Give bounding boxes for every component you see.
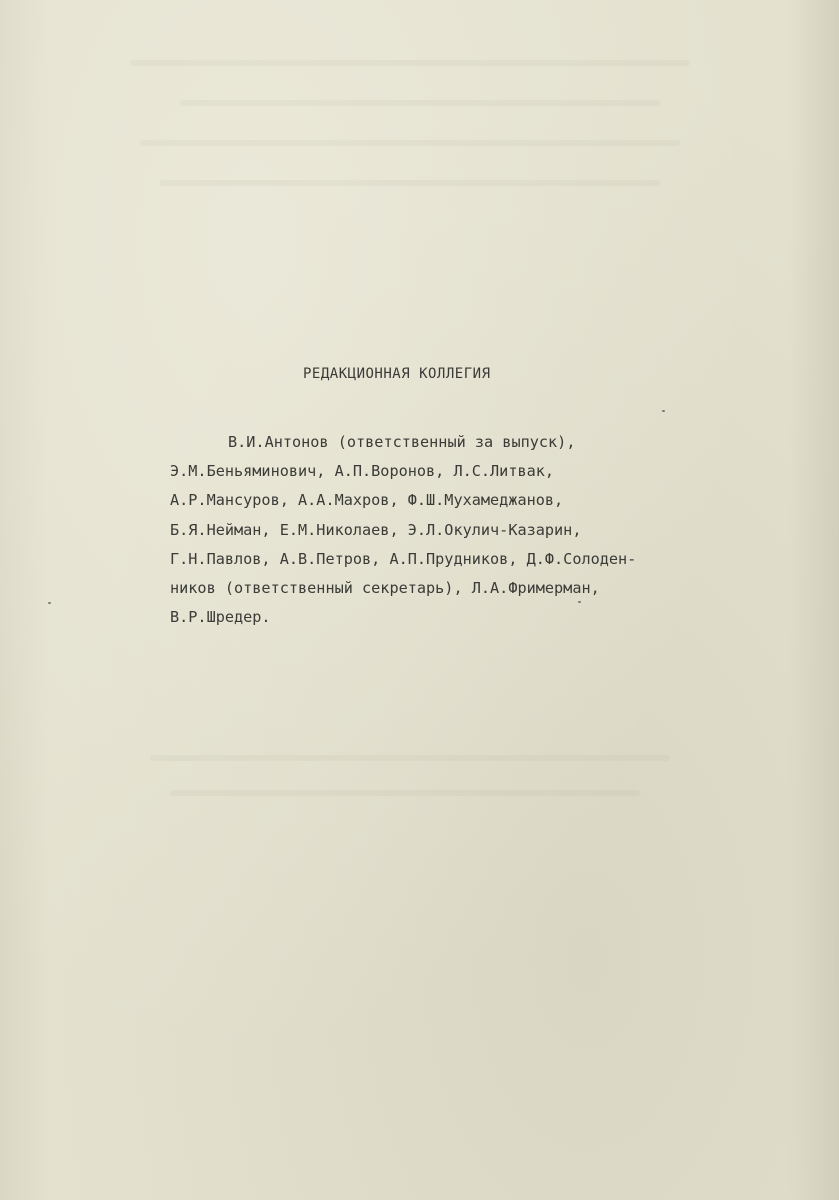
show-through-line — [130, 60, 690, 66]
ink-speck — [578, 601, 581, 603]
show-through-line — [180, 100, 660, 106]
text-line: А.Р.Мансуров, А.А.Махров, Ф.Ш.Мухамеджанов, — [170, 491, 564, 510]
text-line: В.И.Антонов (ответственный за выпуск), — [228, 433, 576, 451]
show-through-line — [150, 755, 670, 761]
editorial-board-list — [170, 428, 770, 632]
show-through-line — [170, 790, 640, 796]
ink-speck — [48, 602, 51, 604]
text-line: ников (ответственный секретарь), Л.А.Фримерман, — [170, 578, 600, 597]
show-through-line — [140, 140, 680, 146]
text-line: В.Р.Шредер. — [170, 608, 271, 627]
page-title: РЕДАКЦИОННАЯ КОЛЛЕГИЯ — [303, 366, 491, 382]
ink-speck — [662, 410, 665, 412]
text-line: Э.М.Беньяминович, А.П.Воронов, Л.С.Литвак, — [170, 462, 555, 481]
text-line: Г.Н.Павлов, А.В.Петров, А.П.Прудников, Д.Ф.Солоден- — [170, 549, 637, 568]
text-line: Б.Я.Нейман, Е.М.Николаев, Э.Л.Окулич-Казарин, — [170, 520, 582, 539]
show-through-line — [160, 180, 660, 186]
